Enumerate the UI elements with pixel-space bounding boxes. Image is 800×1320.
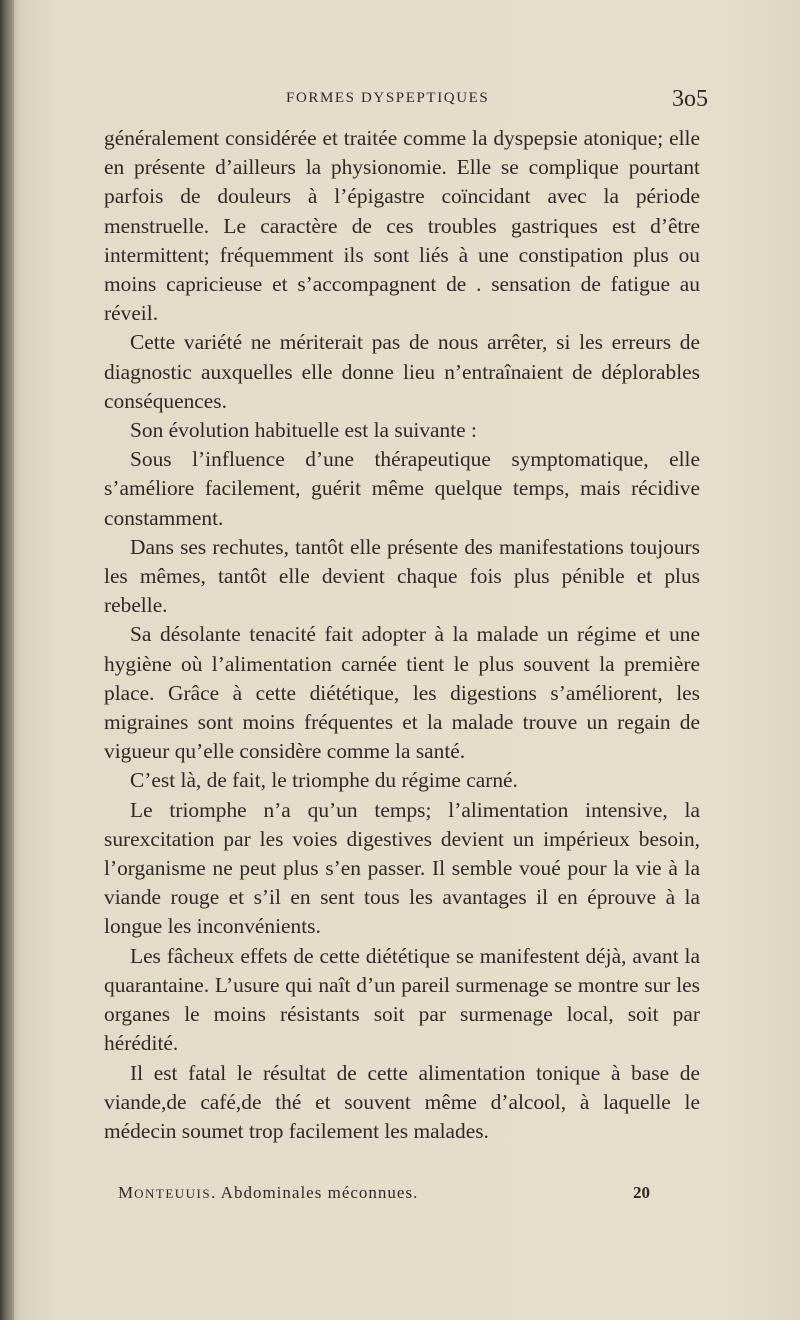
page-footer	[118, 1183, 650, 1209]
paragraph: C’est là, de fait, le triomphe du régime carné.	[130, 768, 518, 793]
paragraph: Son évolution habituelle est la suivante :	[130, 418, 477, 443]
page-header	[104, 86, 708, 118]
book-spine-edge	[0, 0, 14, 1320]
page-number: 3o5	[672, 86, 708, 112]
footer-signature	[118, 1183, 418, 1203]
paragraph: généralement considérée et traitée comme la dyspepsie atonique; elle en présente d’ailleurs la physionomie. Elle se complique pourtant parfois de douleurs à l’épigastre coïncidant avec la période menstruelle. Le caractère de ces troubles gastriques est d’être intermittent; fréquemment ils sont liés à une constipation plus ou moins capricieuse et s’accompagnent de . sensation de fatigue au réveil.	[104, 126, 700, 326]
paragraph: Dans ses rechutes, tantôt elle présente des manifestations toujours les mêmes, tantôt elle devient chaque fois plus pénible et plus rebelle.	[104, 534, 700, 618]
book-title: . Abdominales méconnues.	[211, 1183, 419, 1202]
author-name: ONTEUUIS	[134, 1186, 212, 1201]
author-initial: M	[118, 1183, 135, 1202]
paragraph: Cette variété ne mériterait pas de nous arrêter, si les erreurs de diagnostic auxquelles elle donne lieu n’entraînaient de déplorables conséquences.	[104, 330, 700, 413]
body-text	[104, 124, 700, 1146]
sheet-number: 20	[633, 1183, 650, 1202]
running-title: FORMES DYSPEPTIQUES	[286, 90, 490, 106]
paragraph: Le triomphe n’a qu’un temps; l’alimentation intensive, la surexcitation par les voies digestives devient un impérieux besoin, l’organisme ne peut plus s’en passer. Il semble voué pour la vie à la viande rouge et s’il en sent tous les avantages il en éprouve à la longue les inconvénients.	[104, 797, 700, 939]
paragraph: Il est fatal le résultat de cette alimentation tonique à base de viande,de café,de thé et souvent même d’alcool, à laquelle le médecin soumet trop facilement les malades.	[104, 1060, 700, 1143]
paragraph: Sous l’influence d’une thérapeutique symptomatique, elle s’améliore facilement, guérit même quelque temps, mais récidive constamment.	[104, 447, 700, 530]
paragraph: Les fâcheux effets de cette diététique se manifestent déjà, avant la quarantaine. L’usure qui naît d’un pareil surmenage se montre sur les organes le moins résistants soit par surmenage local, soit par hérédité.	[104, 943, 700, 1056]
paragraph: Sa désolante tenacité fait adopter à la malade un régime et une hygiène où l’alimentation carnée tient le plus souvent la première place. Grâce à cette diététique, les digestions s’améliorent, les migraines sont moins fréquentes et la malade trouve un regain de vigueur qu’elle considère comme la santé.	[104, 622, 700, 764]
